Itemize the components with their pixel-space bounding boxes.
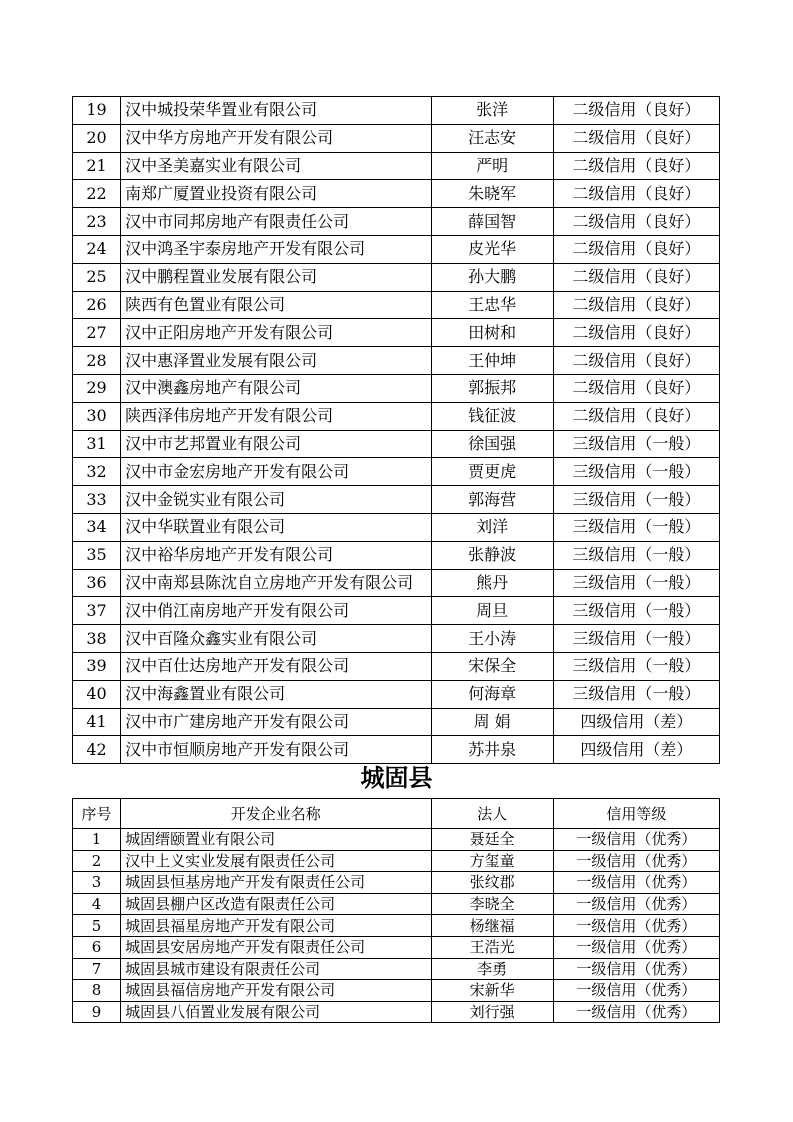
company-name: 汉中市恒顺房地产开发有限公司 <box>121 736 431 764</box>
company-name: 汉中正阳房地产开发有限公司 <box>121 319 431 347</box>
company-name: 城固县八佰置业发展有限公司 <box>121 1001 431 1023</box>
legal-representative: 何海章 <box>431 680 553 708</box>
legal-representative: 周旦 <box>431 597 553 625</box>
credit-grade: 一级信用（优秀） <box>553 872 719 894</box>
credit-grade: 一级信用（优秀） <box>553 850 719 872</box>
row-number: 19 <box>73 97 121 125</box>
company-name: 城固县棚户区改造有限责任公司 <box>121 893 431 915</box>
credit-grade: 三级信用（一般） <box>553 458 719 486</box>
company-name: 汉中圣美嘉实业有限公司 <box>121 152 431 180</box>
credit-table-continued <box>72 96 720 764</box>
credit-grade: 二级信用（良好） <box>553 347 719 375</box>
row-number: 24 <box>73 235 121 263</box>
row-number: 9 <box>73 1001 121 1023</box>
company-name: 汉中市广建房地产开发有限公司 <box>121 708 431 736</box>
table-row <box>73 97 720 125</box>
table-row <box>73 1001 720 1023</box>
row-number: 36 <box>73 569 121 597</box>
row-number: 28 <box>73 347 121 375</box>
row-number: 20 <box>73 124 121 152</box>
credit-grade: 三级信用（一般） <box>553 569 719 597</box>
legal-representative: 周 娟 <box>431 708 553 736</box>
company-name: 汉中海鑫置业有限公司 <box>121 680 431 708</box>
legal-representative: 刘行强 <box>431 1001 553 1023</box>
credit-grade: 二级信用（良好） <box>553 263 719 291</box>
credit-grade: 一级信用（优秀） <box>553 1001 719 1023</box>
table-row <box>73 486 720 514</box>
credit-grade: 一级信用（优秀） <box>553 915 719 937</box>
credit-grade: 四级信用（差） <box>553 736 719 764</box>
credit-grade: 二级信用（良好） <box>553 374 719 402</box>
credit-grade: 二级信用（良好） <box>553 152 719 180</box>
legal-representative: 王仲坤 <box>431 347 553 375</box>
credit-grade: 一级信用（优秀） <box>553 829 719 851</box>
credit-grade: 二级信用（良好） <box>553 402 719 430</box>
table-row <box>73 513 720 541</box>
company-name: 城固县城市建设有限责任公司 <box>121 958 431 980</box>
legal-representative: 李勇 <box>431 958 553 980</box>
table-row <box>73 430 720 458</box>
legal-representative: 皮光华 <box>431 235 553 263</box>
company-name: 城固县福信房地产开发有限公司 <box>121 980 431 1002</box>
legal-representative: 宋新华 <box>431 980 553 1002</box>
header-legal-rep: 法人 <box>431 799 553 829</box>
table-row <box>73 180 720 208</box>
table-row <box>73 402 720 430</box>
company-name: 南郑广厦置业投资有限公司 <box>121 180 431 208</box>
legal-representative: 聂廷全 <box>431 829 553 851</box>
table-row <box>73 263 720 291</box>
legal-representative: 李晓全 <box>431 893 553 915</box>
table-row <box>73 980 720 1002</box>
row-number: 21 <box>73 152 121 180</box>
legal-representative: 王小涛 <box>431 625 553 653</box>
credit-table-chenggu <box>72 798 720 1023</box>
row-number: 25 <box>73 263 121 291</box>
legal-representative: 汪志安 <box>431 124 553 152</box>
legal-representative: 王忠华 <box>431 291 553 319</box>
credit-grade: 一级信用（优秀） <box>553 936 719 958</box>
company-name: 城固县安居房地产开发有限责任公司 <box>121 936 431 958</box>
company-name: 汉中百隆众鑫实业有限公司 <box>121 625 431 653</box>
row-number: 31 <box>73 430 121 458</box>
credit-grade: 四级信用（差） <box>553 708 719 736</box>
legal-representative: 贾更虎 <box>431 458 553 486</box>
credit-grade: 二级信用（良好） <box>553 97 719 125</box>
legal-representative: 朱晓军 <box>431 180 553 208</box>
table-row <box>73 541 720 569</box>
row-number: 39 <box>73 652 121 680</box>
legal-representative: 杨继福 <box>431 915 553 937</box>
company-name: 城固县恒基房地产开发有限责任公司 <box>121 872 431 894</box>
credit-grade: 三级信用（一般） <box>553 430 719 458</box>
row-number: 33 <box>73 486 121 514</box>
table-row <box>73 915 720 937</box>
table-row <box>73 597 720 625</box>
row-number: 7 <box>73 958 121 980</box>
table-row <box>73 291 720 319</box>
table-row <box>73 347 720 375</box>
row-number: 37 <box>73 597 121 625</box>
credit-grade: 一级信用（优秀） <box>553 893 719 915</box>
company-name: 汉中俏江南房地产开发有限公司 <box>121 597 431 625</box>
row-number: 23 <box>73 208 121 236</box>
legal-representative: 孙大鹏 <box>431 263 553 291</box>
header-no: 序号 <box>73 799 121 829</box>
company-name: 汉中南郑县陈沈自立房地产开发有限公司 <box>121 569 431 597</box>
credit-table-chenggu-body <box>73 799 720 1023</box>
table-row <box>73 958 720 980</box>
table-row <box>73 235 720 263</box>
row-number: 5 <box>73 915 121 937</box>
legal-representative: 郭海营 <box>431 486 553 514</box>
company-name: 汉中市艺邦置业有限公司 <box>121 430 431 458</box>
row-number: 35 <box>73 541 121 569</box>
company-name: 汉中华方房地产开发有限公司 <box>121 124 431 152</box>
table-row <box>73 458 720 486</box>
table-row <box>73 208 720 236</box>
table-row <box>73 625 720 653</box>
legal-representative: 熊丹 <box>431 569 553 597</box>
company-name: 汉中澳鑫房地产有限公司 <box>121 374 431 402</box>
company-name: 汉中鹏程置业发展有限公司 <box>121 263 431 291</box>
legal-representative: 张纹郡 <box>431 872 553 894</box>
table-row <box>73 736 720 764</box>
company-name: 汉中惠泽置业发展有限公司 <box>121 347 431 375</box>
legal-representative: 钱征波 <box>431 402 553 430</box>
credit-grade: 二级信用（良好） <box>553 124 719 152</box>
credit-grade: 二级信用（良好） <box>553 208 719 236</box>
company-name: 城固缙颐置业有限公司 <box>121 829 431 851</box>
header-credit-grade: 信用等级 <box>553 799 719 829</box>
table-row <box>73 652 720 680</box>
credit-grade: 三级信用（一般） <box>553 541 719 569</box>
company-name: 汉中金锐实业有限公司 <box>121 486 431 514</box>
table-row <box>73 319 720 347</box>
table-row <box>73 829 720 851</box>
row-number: 4 <box>73 893 121 915</box>
table-row <box>73 850 720 872</box>
credit-grade: 三级信用（一般） <box>553 625 719 653</box>
legal-representative: 田树和 <box>431 319 553 347</box>
table-row <box>73 936 720 958</box>
legal-representative: 方玺童 <box>431 850 553 872</box>
legal-representative: 张静波 <box>431 541 553 569</box>
table-row <box>73 680 720 708</box>
company-name: 汉中鸿圣宇泰房地产开发有限公司 <box>121 235 431 263</box>
legal-representative: 刘洋 <box>431 513 553 541</box>
table-row <box>73 152 720 180</box>
table-row <box>73 708 720 736</box>
legal-representative: 宋保全 <box>431 652 553 680</box>
row-number: 34 <box>73 513 121 541</box>
credit-table-body <box>73 97 720 764</box>
company-name: 汉中上义实业发展有限责任公司 <box>121 850 431 872</box>
credit-grade: 一级信用（优秀） <box>553 958 719 980</box>
row-number: 1 <box>73 829 121 851</box>
section-title-chenggu: 城固县 <box>360 763 433 792</box>
credit-grade: 三级信用（一般） <box>553 597 719 625</box>
legal-representative: 张洋 <box>431 97 553 125</box>
row-number: 29 <box>73 374 121 402</box>
row-number: 8 <box>73 980 121 1002</box>
credit-grade: 一级信用（优秀） <box>553 980 719 1002</box>
table-header-row <box>73 799 720 829</box>
legal-representative: 薛国智 <box>431 208 553 236</box>
table-row <box>73 872 720 894</box>
row-number: 22 <box>73 180 121 208</box>
row-number: 2 <box>73 850 121 872</box>
company-name: 陕西泽伟房地产开发有限公司 <box>121 402 431 430</box>
credit-grade: 二级信用（良好） <box>553 235 719 263</box>
table-row <box>73 124 720 152</box>
row-number: 6 <box>73 936 121 958</box>
company-name: 汉中城投荣华置业有限公司 <box>121 97 431 125</box>
header-company-name: 开发企业名称 <box>121 799 431 829</box>
row-number: 38 <box>73 625 121 653</box>
credit-grade: 二级信用（良好） <box>553 180 719 208</box>
legal-representative: 严明 <box>431 152 553 180</box>
row-number: 41 <box>73 708 121 736</box>
credit-grade: 三级信用（一般） <box>553 486 719 514</box>
row-number: 42 <box>73 736 121 764</box>
company-name: 汉中市同邦房地产有限责任公司 <box>121 208 431 236</box>
table-row <box>73 569 720 597</box>
company-name: 汉中市金宏房地产开发有限公司 <box>121 458 431 486</box>
legal-representative: 苏井泉 <box>431 736 553 764</box>
row-number: 26 <box>73 291 121 319</box>
credit-grade: 三级信用（一般） <box>553 652 719 680</box>
credit-grade: 二级信用（良好） <box>553 291 719 319</box>
row-number: 40 <box>73 680 121 708</box>
company-name: 汉中裕华房地产开发有限公司 <box>121 541 431 569</box>
row-number: 27 <box>73 319 121 347</box>
row-number: 32 <box>73 458 121 486</box>
credit-grade: 三级信用（一般） <box>553 513 719 541</box>
table-row <box>73 374 720 402</box>
credit-grade: 二级信用（良好） <box>553 319 719 347</box>
company-name: 陕西有色置业有限公司 <box>121 291 431 319</box>
row-number: 30 <box>73 402 121 430</box>
company-name: 汉中百仕达房地产开发有限公司 <box>121 652 431 680</box>
table-row <box>73 893 720 915</box>
legal-representative: 徐国强 <box>431 430 553 458</box>
legal-representative: 郭振邦 <box>431 374 553 402</box>
credit-grade: 三级信用（一般） <box>553 680 719 708</box>
company-name: 汉中华联置业有限公司 <box>121 513 431 541</box>
row-number: 3 <box>73 872 121 894</box>
company-name: 城固县福星房地产开发有限公司 <box>121 915 431 937</box>
legal-representative: 王浩光 <box>431 936 553 958</box>
